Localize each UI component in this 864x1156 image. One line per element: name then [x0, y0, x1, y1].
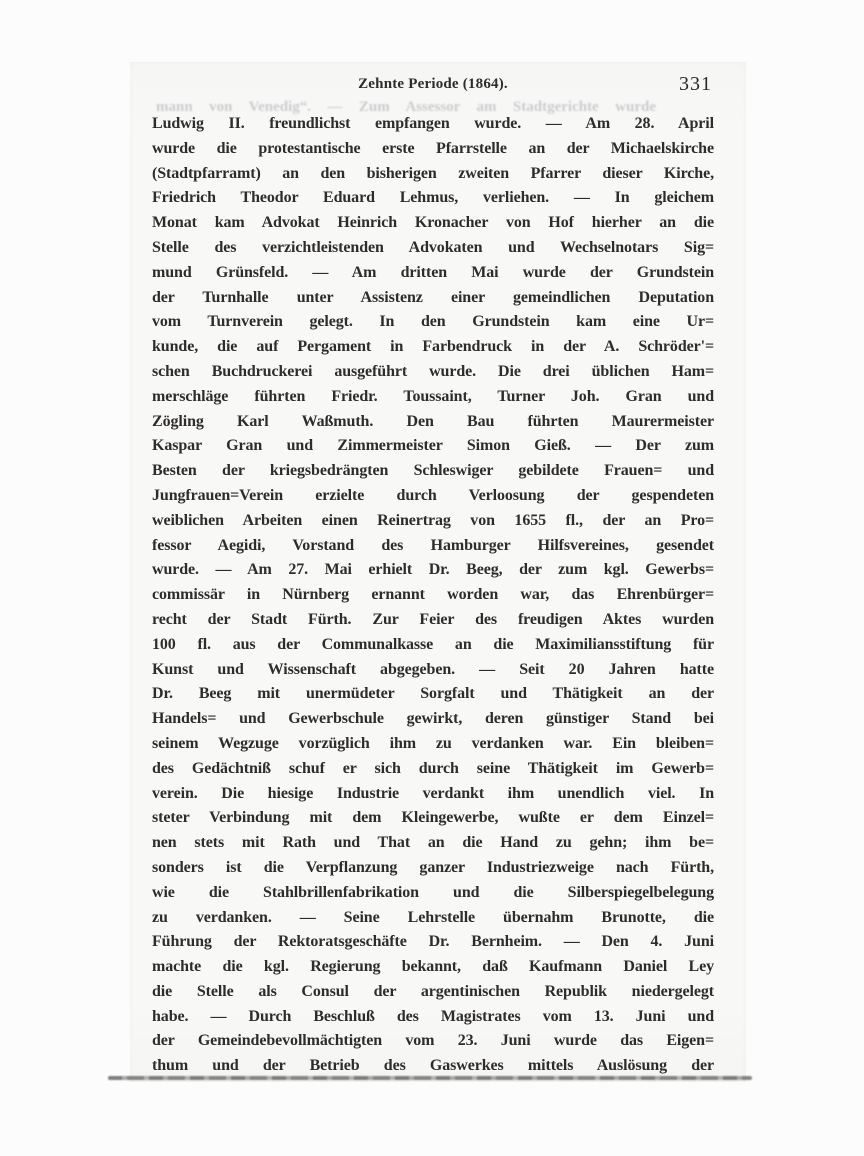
- text-line: Führung der Rektoratsgeschäfte Dr. Bernheim. — Den 4. Juni: [152, 933, 714, 951]
- page-header: [152, 73, 714, 100]
- text-line: thum und der Betrieb des Gaswerkes mittels Auslösung der: [152, 1057, 714, 1075]
- text-line: Ludwig II. freundlichst empfangen wurde. — Am 28. April: [152, 115, 714, 132]
- page-number: 331: [679, 73, 712, 95]
- text-line: vom Turnverein gelegt. In den Grundstein kam eine Ur=: [152, 313, 714, 331]
- text-line: merschläge führten Friedr. Toussaint, Turner Joh. Gran und: [152, 387, 714, 405]
- text-line: wie die Stahlbrillenfabrikation und die Silberspiegelbelegung: [152, 883, 714, 901]
- text-line: zu verdanken. — Seine Lehrstelle übernahm Brunotte, die: [152, 908, 714, 926]
- bleed-through-text: mann von Venedig“. — Zum Assessor am Stadtgerichte wurde: [156, 99, 656, 115]
- text-line: Friedrich Theodor Eduard Lehmus, verliehen. — In gleichem: [152, 189, 714, 207]
- text-line: der Turnhalle unter Assistenz einer gemeindlichen Deputation: [152, 288, 714, 306]
- text-line: Besten der kriegsbedrängten Schleswiger gebildete Frauen= und: [152, 462, 714, 480]
- text-line: die Stelle als Consul der argentinischen Republik niedergelegt: [152, 982, 714, 1000]
- text-line: Kunst und Wissenschaft abgegeben. — Seit 20 Jahren hatte: [152, 660, 714, 678]
- text-line: der Gemeindebevollmächtigten vom 23. Juni wurde das Eigen=: [152, 1032, 714, 1050]
- text-line: habe. — Durch Beschluß des Magistrates vom 13. Juni und: [152, 1007, 714, 1025]
- text-line: mund Grünsfeld. — Am dritten Mai wurde der Grundstein: [152, 263, 714, 281]
- text-line: commissär in Nürnberg ernannt worden war, das Ehrenbürger=: [152, 586, 714, 604]
- book-page: [130, 62, 746, 1082]
- text-line: verein. Die hiesige Industrie verdankt ihm unendlich viel. In: [152, 784, 714, 802]
- text-line: schen Buchdruckerei ausgeführt wurde. Die drei üblichen Ham=: [152, 362, 714, 380]
- text-line: Kaspar Gran und Zimmermeister Simon Gieß. — Der zum: [152, 437, 714, 455]
- text-line: kunde, die auf Pergament in Farbendruck in der A. Schröder'=: [152, 338, 714, 356]
- running-title: Zehnte Periode (1864).: [358, 76, 508, 92]
- text-line: machte die kgl. Regierung bekannt, daß Kaufmann Daniel Ley: [152, 958, 714, 976]
- page-bottom-scan-edge: [108, 1076, 752, 1080]
- text-line: des Gedächtniß schuf er sich durch seine Thätigkeit im Gewerb=: [152, 759, 714, 777]
- text-line: seinem Wegzuge vorzüglich ihm zu verdanken war. Ein bleiben=: [152, 734, 714, 752]
- text-line: Handels= und Gewerbschule gewirkt, deren günstiger Stand bei: [152, 710, 714, 728]
- text-line: 100 fl. aus der Communalkasse an die Maximiliansstiftung für: [152, 635, 714, 653]
- body-text: [152, 112, 714, 1079]
- text-line: Jungfrauen=Verein erzielte durch Verloosung der gespendeten: [152, 486, 714, 504]
- text-line: Monat kam Advokat Heinrich Kronacher von Hof hierher an die: [152, 214, 714, 232]
- text-line: Stelle des verzichtleistenden Advokaten und Wechselnotars Sig=: [152, 238, 714, 256]
- text-line: (Stadtpfarramt) an den bisherigen zweiten Pfarrer dieser Kirche,: [152, 164, 714, 182]
- text-line: wurde die protestantische erste Pfarrstelle an der Michaelskirche: [152, 139, 714, 157]
- text-line: wurde. — Am 27. Mai erhielt Dr. Beeg, der zum kgl. Gewerbs=: [152, 561, 714, 579]
- text-line: nen stets mit Rath und That an die Hand zu gehn; ihm be=: [152, 834, 714, 852]
- text-line: sonders ist die Verpflanzung ganzer Industriezweige nach Fürth,: [152, 858, 714, 876]
- text-line: recht der Stadt Fürth. Zur Feier des freudigen Aktes wurden: [152, 610, 714, 628]
- text-line: Dr. Beeg mit unermüdeter Sorgfalt und Thätigkeit an der: [152, 685, 714, 703]
- text-line: Zögling Karl Waßmuth. Den Bau führten Maurermeister: [152, 412, 714, 430]
- text-line: fessor Aegidi, Vorstand des Hamburger Hilfsvereines, gesendet: [152, 536, 714, 554]
- text-line: weiblichen Arbeiten einen Reinertrag von 1655 fl., der an Pro=: [152, 511, 714, 529]
- text-line: steter Verbindung mit dem Kleingewerbe, wußte er dem Einzel=: [152, 809, 714, 827]
